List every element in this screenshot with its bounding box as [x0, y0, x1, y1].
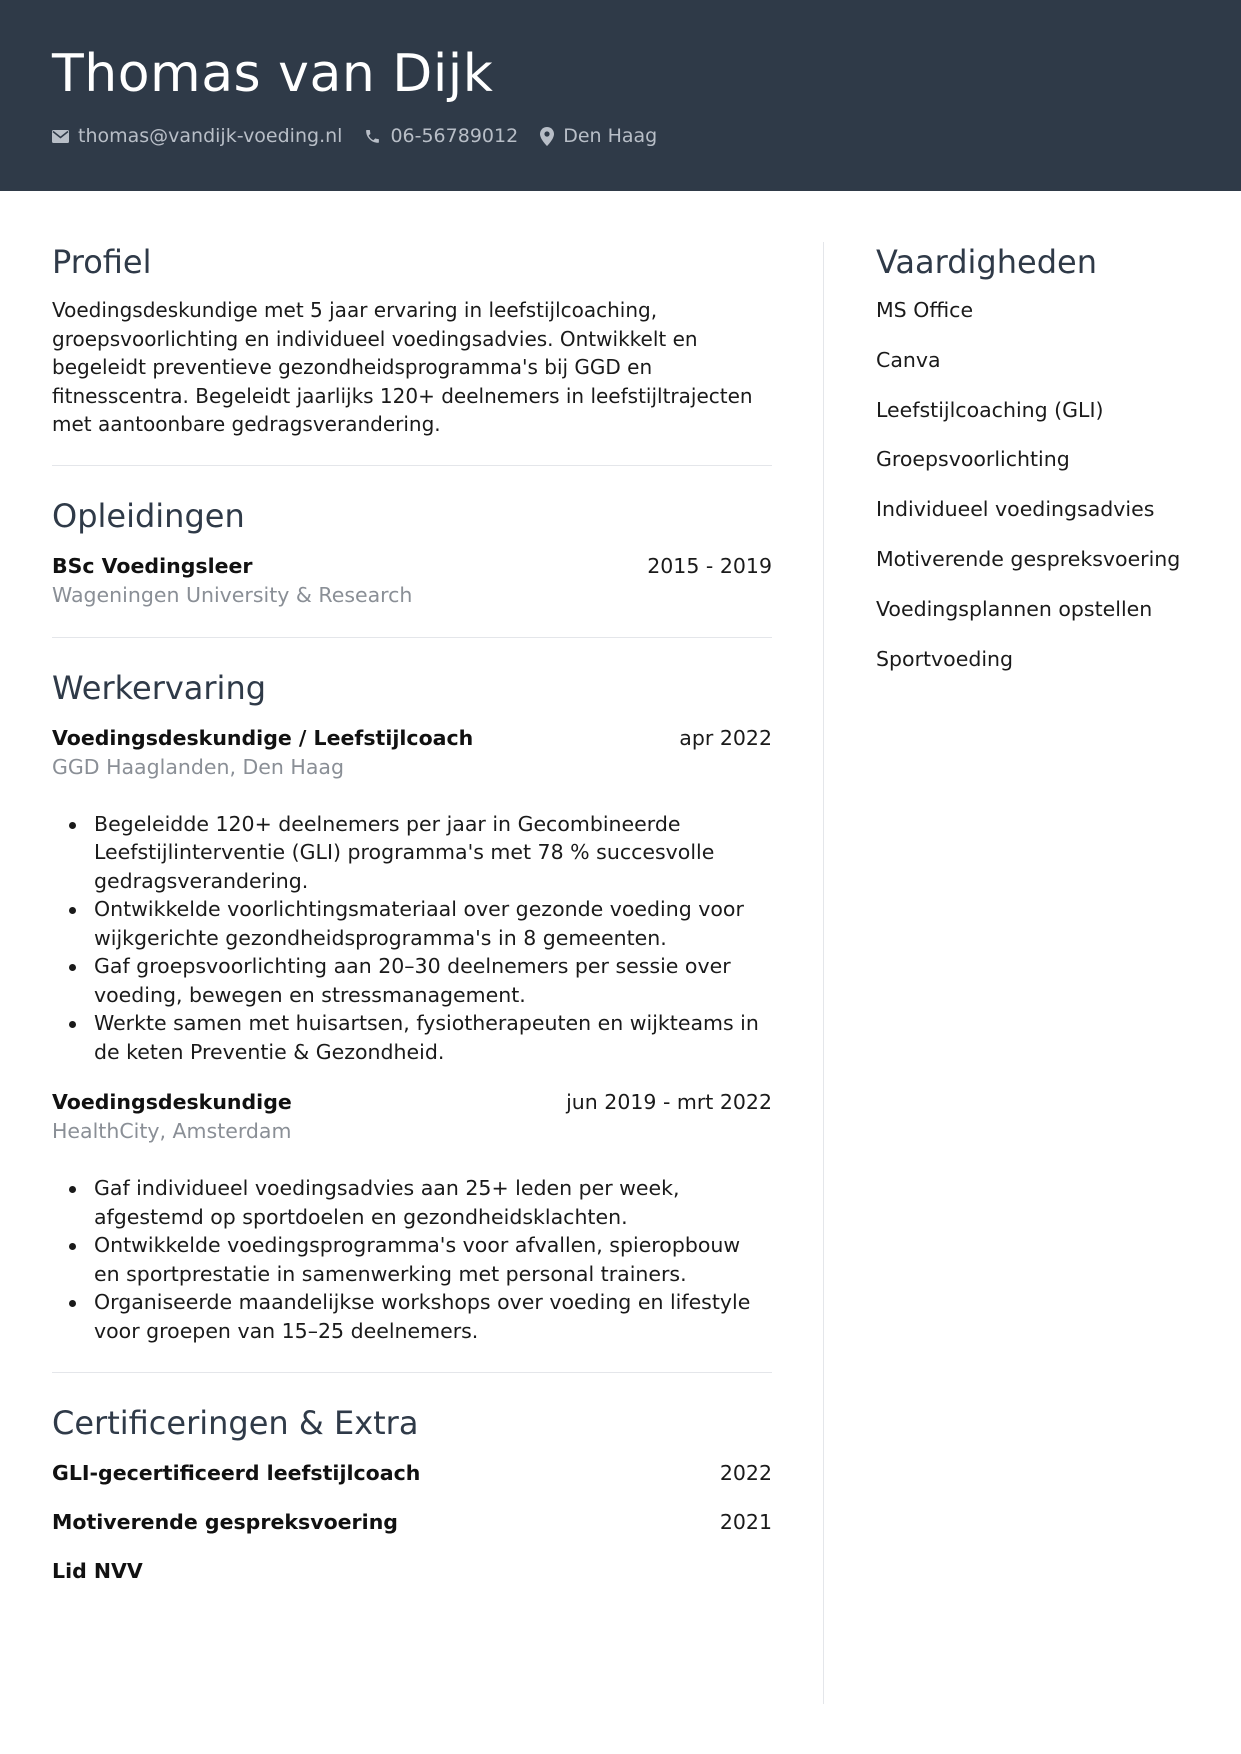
cert-name: Lid NVV: [52, 1559, 143, 1583]
job-title: Voedingsdeskundige / Leefstijlcoach: [52, 725, 474, 750]
profile-title: Profiel: [52, 243, 152, 281]
cert-year: 2022: [719, 1461, 772, 1485]
section-divider: [52, 637, 772, 638]
map-pin-icon: [540, 127, 554, 146]
education-title: Opleidingen: [52, 496, 245, 535]
certifications-section: [52, 1401, 772, 1586]
certifications-title: Certificeringen & Extra: [52, 1404, 419, 1442]
job-dates: apr 2022: [679, 725, 772, 750]
location-text: Den Haag: [563, 125, 658, 147]
skills-title: Vaardigheden: [876, 243, 1097, 281]
bullet-item: Werkte samen met huisartsen, fysiotherapeuten en wijkteams in de keten Preventie & Gezondheid.: [52, 1009, 772, 1066]
bullet-item: Ontwikkelde voorlichtingsmateriaal over gezonde voeding voor wijkgerichte gezondheidsprogramma's in 8 gemeenten.: [52, 895, 772, 952]
bullet-item: Organiseerde maandelijkse workshops over voeding en lifestyle voor groepen van 15–25 deelnemers.: [52, 1288, 772, 1345]
person-name: Thomas van Dijk: [52, 44, 494, 104]
contact-location: [540, 125, 657, 147]
envelope-icon: [52, 130, 69, 143]
phone-icon: [364, 128, 381, 145]
main-column: [52, 240, 772, 1586]
section-divider: [52, 465, 772, 466]
skill-item: Motiverende gespreksvoering: [876, 546, 1181, 571]
school-name: Wageningen University & Research: [52, 582, 413, 607]
education-dates: 2015 - 2019: [647, 553, 772, 578]
skill-item: Canva: [876, 347, 941, 372]
bullet-item: Gaf groepsvoorlichting aan 20–30 deelnemers per sessie over voeding, bewegen en stressmanagement.: [52, 952, 772, 1009]
bullet-item: Gaf individueel voedingsadvies aan 25+ leden per week, afgestemd op sportdoelen en gezondheidsklachten.: [52, 1174, 772, 1231]
cert-year: 2021: [719, 1510, 772, 1534]
job-entry: [52, 1088, 772, 1345]
job-dates: jun 2019 - mrt 2022: [566, 1090, 772, 1114]
sidebar-column: [876, 240, 1206, 694]
skill-item: Sportvoeding: [876, 646, 1014, 671]
section-divider: [52, 1372, 772, 1373]
cert-row: [52, 1508, 772, 1537]
email-text: thomas@vandijk-voeding.nl: [78, 125, 343, 147]
job-company: GGD Haaglanden, Den Haag: [52, 754, 344, 779]
phone-text: 06-56789012: [390, 125, 519, 147]
degree-name: BSc Voedingsleer: [52, 553, 253, 578]
skill-item: MS Office: [876, 298, 974, 322]
bullet-item: Begeleidde 120+ deelnemers per jaar in Gecombineerde Leefstijlinterventie (GLI) programma's met 78 % succesvolle gedragsverandering.: [52, 810, 772, 896]
experience-section: [52, 666, 772, 1346]
education-section: [52, 494, 772, 610]
profile-section: [52, 240, 772, 439]
job-bullets: [52, 810, 772, 1067]
skill-item: Leefstijlcoaching (GLI): [876, 397, 1104, 422]
bullet-item: Ontwikkelde voedingsprogramma's voor afvallen, spieropbouw en sportprestatie in samenwerking met personal trainers.: [52, 1231, 772, 1288]
job-entry: [52, 724, 772, 1067]
contact-email[interactable]: [52, 125, 342, 147]
contact-bar: [52, 122, 679, 150]
cert-name: GLI-gecertificeerd leefstijlcoach: [52, 1461, 421, 1485]
cert-row: [52, 1459, 772, 1488]
contact-phone[interactable]: [364, 125, 518, 147]
skill-item: Voedingsplannen opstellen: [876, 596, 1153, 621]
column-divider: [823, 242, 824, 1704]
resume-header: [0, 0, 1241, 191]
skills-list: [876, 296, 1206, 694]
skill-item: Groepsvoorlichting: [876, 447, 1070, 472]
cert-row: [52, 1557, 772, 1586]
experience-title: Werkervaring: [52, 668, 267, 707]
job-title: Voedingsdeskundige: [52, 1090, 292, 1114]
cert-name: Motiverende gespreksvoering: [52, 1510, 398, 1534]
job-bullets: [52, 1174, 772, 1345]
skill-item: Individueel voedingsadvies: [876, 497, 1155, 522]
education-entry: [52, 552, 772, 610]
job-company: HealthCity, Amsterdam: [52, 1119, 292, 1143]
profile-text: Voedingsdeskundige met 5 jaar ervaring in leefstijlcoaching, groepsvoorlichting en individueel voedingsadvies. Ontwikkelt en begeleidt preventieve gezondheidsprogramma's bij GGD en fitnesscentra. Begeleidt jaarlijks 120+ deelnemers in leefstijltrajecten met aantoonbare gedragsverandering.: [52, 298, 753, 436]
